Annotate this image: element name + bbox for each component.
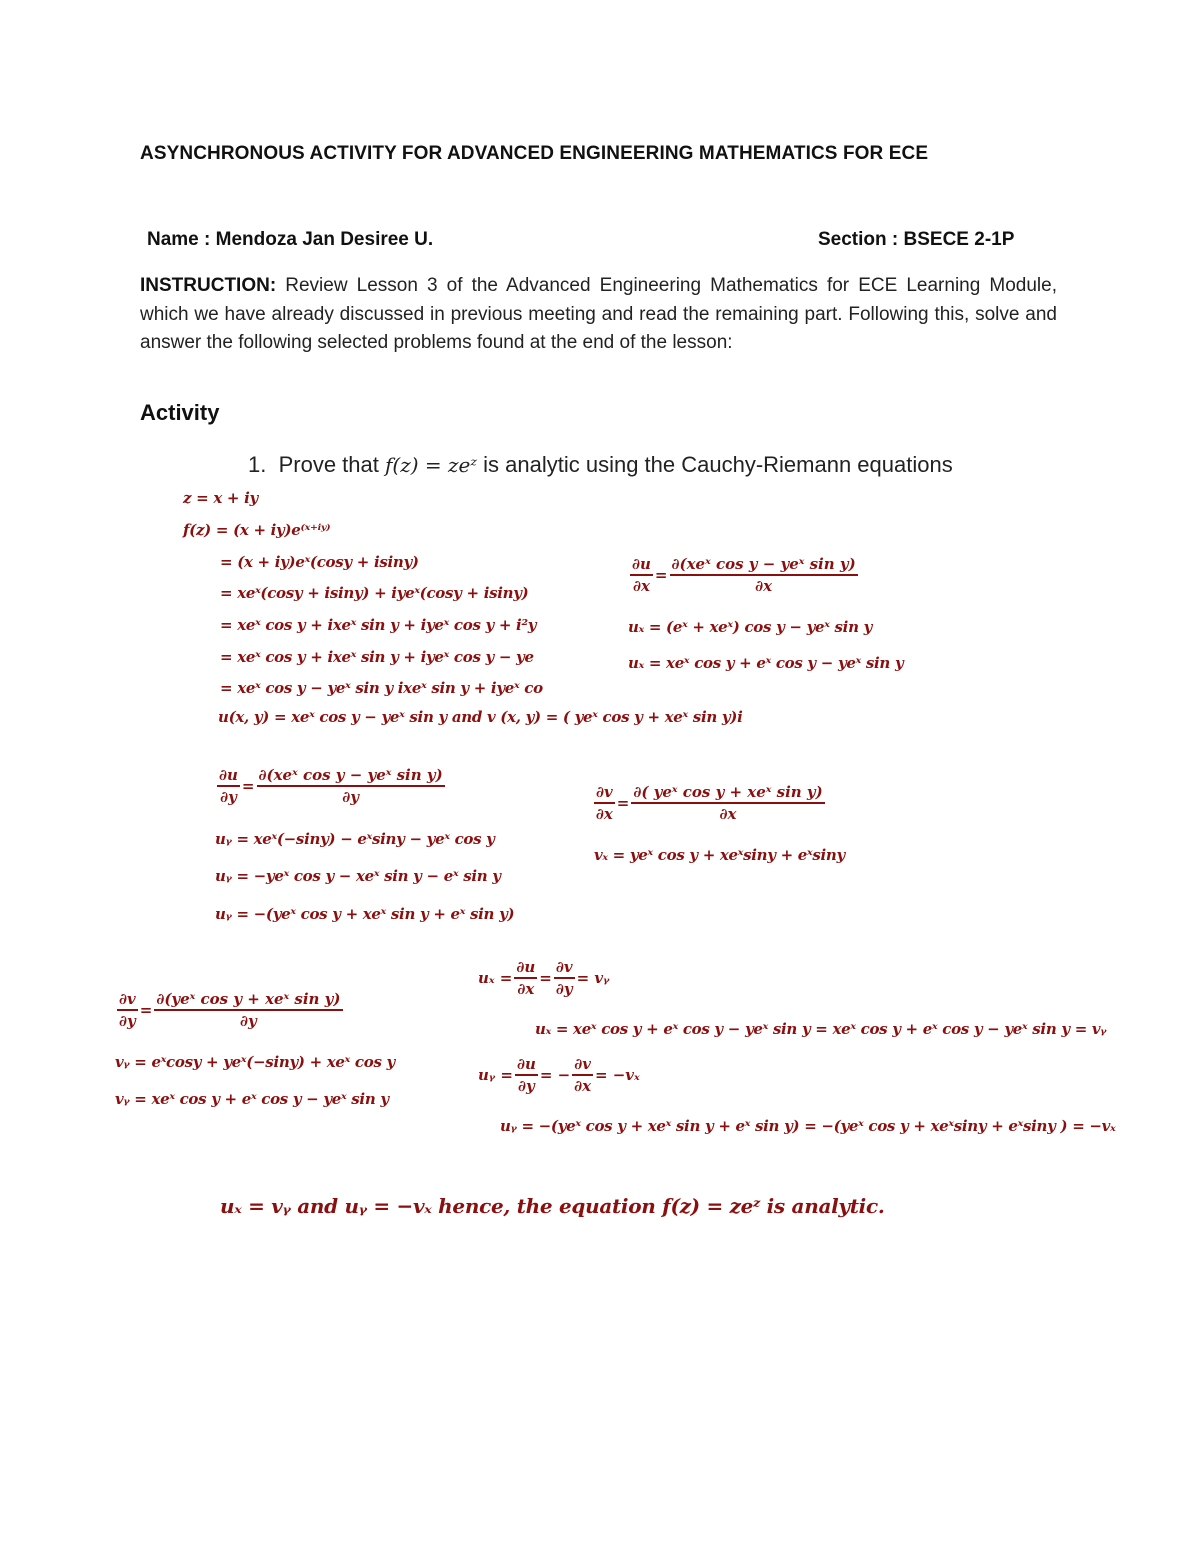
fraction-den: ∂x: [755, 577, 773, 595]
fraction-num: ∂(yeˣ cos y + xeˣ sin y): [154, 990, 342, 1011]
math-line: uₓ = xeˣ cos y + eˣ cos y − yeˣ sin y: [628, 654, 904, 672]
problem-1: [248, 452, 953, 478]
math-line: uᵧ = −yeˣ cos y − xeˣ sin y − eˣ sin y: [215, 867, 501, 885]
vy-derivative: $\frac{\partial v}{\partial y}$ = ∂(yeˣ cos y + xeˣ sin y) ∂y: [119, 990, 341, 1030]
fraction-num: ∂v: [572, 1055, 593, 1076]
cr-equation-2: [478, 1055, 640, 1095]
math-line: = xeˣ(cosy + isiny) + iyeˣ(cosy + isiny): [220, 584, 529, 602]
math-line: vᵧ = eˣcosy + yeˣ(−siny) + xeˣ cos y: [115, 1053, 395, 1071]
cr-equation-1: [478, 958, 609, 998]
conclusion: uₓ = vᵧ and uᵧ = −vₓ hence, the equation f(z) = zeᶻ is analytic.: [220, 1194, 885, 1218]
fraction-den: ∂y: [220, 788, 237, 806]
math-line: = (x + iy)eˣ(cosy + isiny): [220, 553, 419, 571]
math-line: = xeˣ cos y + ixeˣ sin y + iyeˣ cos y − ye: [220, 648, 534, 666]
math-line: = xeˣ cos y − yeˣ sin y ixeˣ sin y + iyeˣ co: [220, 679, 543, 697]
fraction-num: ∂( yeˣ cos y + xeˣ sin y): [631, 783, 824, 804]
fraction-den: ∂y: [119, 1012, 136, 1030]
fraction-num: ∂(xeˣ cos y − yeˣ sin y): [670, 555, 858, 576]
problem-number: 1.: [248, 452, 267, 477]
fraction-den: ∂y: [518, 1077, 535, 1095]
student-name: Name : Mendoza Jan Desiree U.: [147, 229, 434, 250]
activity-heading: Activity: [140, 400, 220, 425]
fraction-num: ∂v: [117, 990, 138, 1011]
fraction-num: ∂v: [554, 958, 575, 979]
uy-derivative: $\frac{\partial u}{\partial y}$ = ∂(xeˣ cos y − yeˣ sin y) ∂y: [219, 766, 443, 806]
fraction-den: ∂y: [555, 980, 573, 998]
math-line: f(z) = (x + iy)e⁽ˣ⁺ⁱʸ⁾: [183, 521, 331, 539]
fraction-num: ∂u: [514, 958, 537, 979]
document-title: ASYNCHRONOUS ACTIVITY FOR ADVANCED ENGINEERING MATHEMATICS FOR ECE: [140, 143, 929, 164]
math-line: uᵧ = −(yeˣ cos y + xeˣ sin y + eˣ sin y) = −(yeˣ cos y + xeˣsiny + eˣsiny ) = −vₓ: [500, 1117, 1116, 1135]
math-line: u(x, y) = xeˣ cos y − yeˣ sin y and v (x, y) = ( yeˣ cos y + xeˣ sin y)i: [218, 708, 743, 726]
fraction-den: ∂x: [574, 1077, 592, 1095]
ux-derivative: $\frac{\partial u}{\partial x}$ = ∂(xeˣ cos y − yeˣ sin y) ∂x: [632, 555, 856, 595]
math-line: vᵧ = xeˣ cos y + eˣ cos y − yeˣ sin y: [115, 1090, 389, 1108]
fraction-num: ∂u: [217, 766, 240, 787]
fraction-den: ∂y: [342, 788, 359, 806]
math-line: uᵧ = −(yeˣ cos y + xeˣ sin y + eˣ sin y): [215, 905, 515, 923]
fraction-num: ∂u: [515, 1055, 538, 1076]
fraction-den: ∂x: [595, 805, 613, 823]
fraction-num: ∂u: [630, 555, 653, 576]
fraction-den: ∂x: [719, 805, 737, 823]
fraction-den: ∂x: [517, 980, 535, 998]
fraction-num: ∂(xeˣ cos y − yeˣ sin y): [257, 766, 445, 787]
problem-prefix: Prove that: [278, 452, 385, 477]
instruction-paragraph: [140, 272, 1057, 358]
cr-lhs: uₓ =: [478, 969, 513, 987]
cr-mid: = −: [539, 1066, 571, 1084]
instruction-text: Review Lesson 3 of the Advanced Engineering Mathematics for ECE Learning Module, which we have already discussed in previous meeting and read the remaining part. Following this, solve and answer the following selected problems found at the end of the lesson:: [140, 275, 1057, 353]
cr-rhs: = vᵧ: [576, 969, 610, 987]
problem-suffix: is analytic using the Cauchy-Riemann equations: [477, 452, 953, 477]
math-line: z = x + iy: [183, 489, 258, 507]
cr-rhs: = −vₓ: [594, 1066, 640, 1084]
math-line: uₓ = xeˣ cos y + eˣ cos y − yeˣ sin y = xeˣ cos y + eˣ cos y − yeˣ sin y = vᵧ: [535, 1020, 1107, 1038]
vx-derivative: $\frac{\partial v}{\partial x}$ = ∂( yeˣ cos y + xeˣ sin y) ∂x: [595, 783, 823, 823]
instruction-label: INSTRUCTION:: [140, 275, 277, 296]
cr-mid: =: [539, 969, 552, 987]
fraction-den: ∂y: [240, 1012, 257, 1030]
fraction-num: ∂v: [594, 783, 615, 804]
math-line: = xeˣ cos y + ixeˣ sin y + iyeˣ cos y + i²y: [220, 616, 537, 634]
math-line: uᵧ = xeˣ(−siny) − eˣsiny − yeˣ cos y: [215, 830, 495, 848]
problem-formula: f(z) = zeᶻ: [384, 453, 478, 477]
student-section: Section : BSECE 2-1P: [818, 229, 1015, 250]
cr-lhs: uᵧ =: [478, 1066, 513, 1084]
fraction-den: ∂x: [632, 577, 650, 595]
math-line: vₓ = yeˣ cos y + xeˣsiny + eˣsiny: [594, 846, 845, 864]
math-line: uₓ = (eˣ + xeˣ) cos y − yeˣ sin y: [628, 618, 873, 636]
